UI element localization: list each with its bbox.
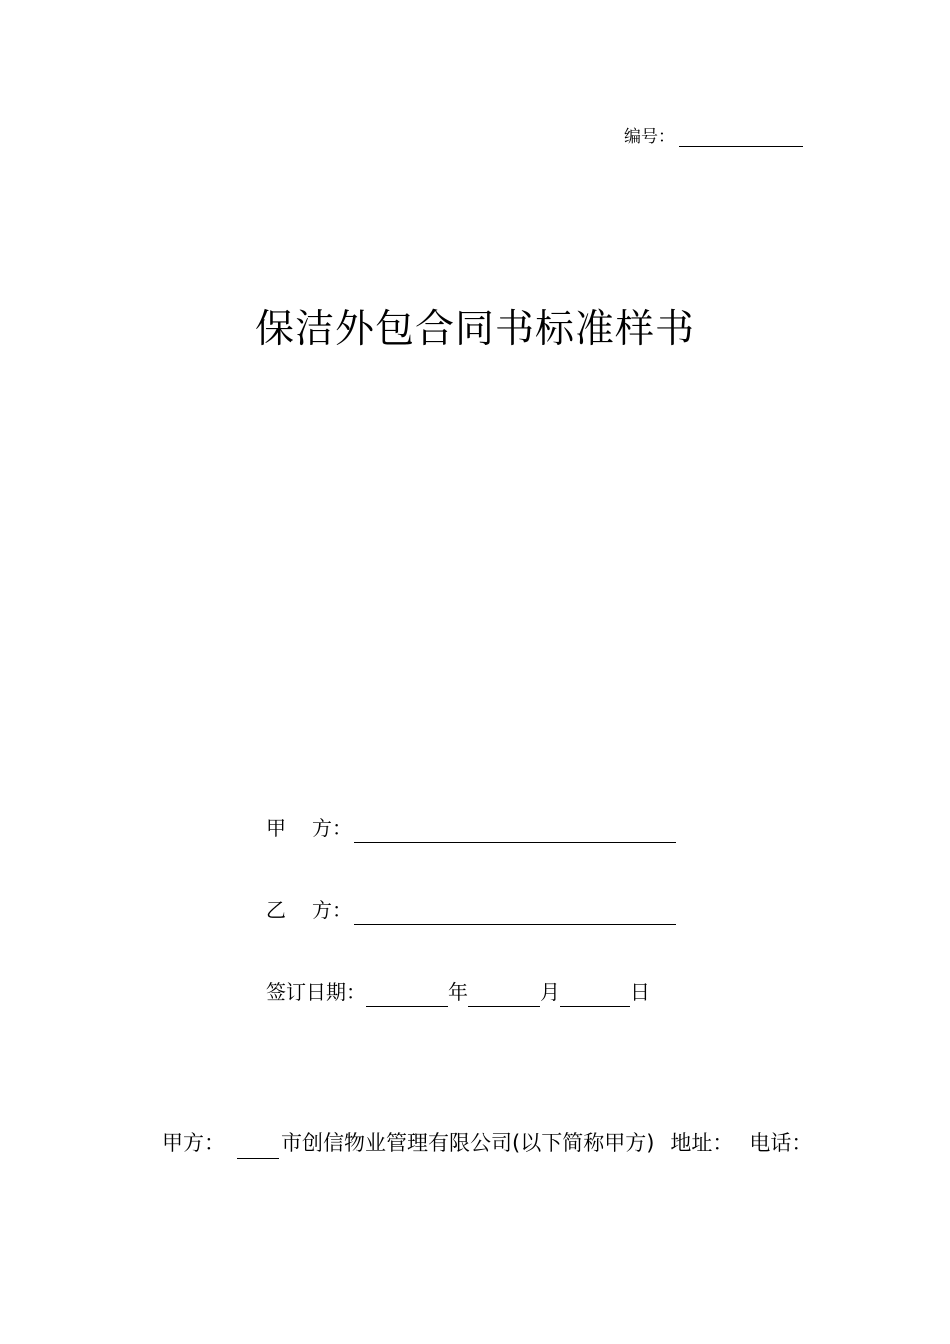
- month-label: 月: [540, 980, 560, 1004]
- party-b-label-suffix: 方：: [312, 898, 352, 922]
- party-a-info-label: 甲方：: [162, 1131, 225, 1155]
- day-blank[interactable]: [560, 984, 630, 1007]
- year-blank[interactable]: [366, 984, 448, 1007]
- party-a-info-line: [162, 1127, 812, 1159]
- city-blank[interactable]: [237, 1136, 279, 1159]
- party-b-field: [266, 895, 676, 925]
- party-a-label-char: 甲: [266, 816, 286, 840]
- day-label: 日: [630, 980, 650, 1004]
- month-blank[interactable]: [468, 984, 540, 1007]
- signing-date-field: [266, 977, 650, 1007]
- year-label: 年: [448, 980, 468, 1004]
- serial-blank[interactable]: [679, 128, 803, 147]
- party-b-blank[interactable]: [354, 902, 676, 925]
- address-label: 地址：: [670, 1131, 734, 1155]
- party-a-label-suffix: 方：: [312, 816, 352, 840]
- party-a-field: [266, 813, 676, 843]
- serial-number-field: [624, 122, 803, 152]
- phone-label: 电话：: [749, 1131, 813, 1155]
- party-b-label-char: 乙: [266, 898, 286, 922]
- date-label: 签订日期：: [266, 980, 366, 1004]
- company-name-text: 市创信物业管理有限公司(以下简称甲方): [281, 1131, 655, 1155]
- document-title: 保洁外包合同书标准样书: [254, 307, 695, 352]
- serial-label: 编号：: [624, 127, 675, 147]
- party-a-blank[interactable]: [354, 820, 676, 843]
